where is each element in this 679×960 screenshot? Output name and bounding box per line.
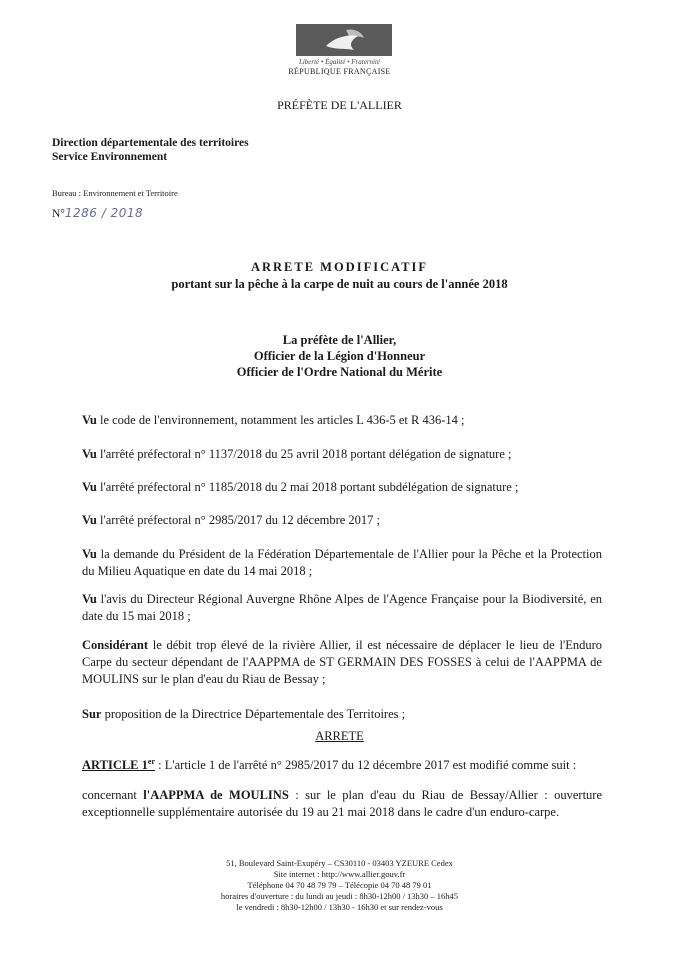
footer-website: Site internet : http://www.allier.gouv.fr bbox=[273, 869, 406, 879]
consideration-paragraph bbox=[82, 706, 602, 723]
consideration-paragraph bbox=[82, 412, 602, 429]
decree-title: ARRETE MODIFICATIF bbox=[250, 260, 429, 274]
article-detail-bold: l'AAPPMA de MOULINS bbox=[143, 788, 289, 802]
article-label: ARTICLE 1er bbox=[82, 757, 156, 773]
article-text: : L'article 1 de l'arrêté n° 2985/2017 du 12 décembre 2017 est modifié comme suit : bbox=[155, 758, 577, 773]
consideration-text: l'arrêté préfectoral n° 1137/2018 du 25 avril 2018 portant délégation de signature ; bbox=[96, 447, 512, 461]
decree-subtitle: portant sur la pêche à la carpe de nuit au cours de l'année 2018 bbox=[171, 277, 508, 291]
consideration-lead: Vu bbox=[82, 513, 97, 527]
bureau-name: Bureau : Environnement et Territoire bbox=[52, 188, 178, 198]
marianne-logo-icon bbox=[296, 24, 392, 56]
consideration-text: le débit trop élevé de la rivière Allier, il est nécessaire de déplacer le lieu de l'Enduro Carpe du secteur dépendant de l'AAPPMA de ST GERMAIN DES FOSSES à celui de l'AAPPMA de MOULINS sur le plan d'eau du Riau de Bessay ; bbox=[82, 638, 602, 686]
prefecture-name: PRÉFÈTE DE L'ALLIER bbox=[277, 98, 402, 112]
authority-line-1: La préfète de l'Allier, bbox=[282, 333, 397, 347]
article-1-detail: concernant l'AAPPMA de MOULINS : sur le plan d'eau du Riau de Bessay/Allier : ouverture exceptionnelle supplémentaire autorisée du 19 au 21 mai 2018 dans le cadre d'un enduro-carpe. bbox=[82, 788, 603, 819]
consideration-paragraph bbox=[82, 512, 602, 529]
authority-line-2: Officier de la Légion d'Honneur bbox=[253, 349, 426, 363]
authority-line-3: Officier de l'Ordre National du Mérite bbox=[236, 365, 443, 379]
footer-hours: horaires d'ouverture : du lundi au jeudi : 8h30-12h00 / 13h30 – 16h45 bbox=[220, 891, 459, 901]
consideration-paragraph bbox=[82, 446, 602, 463]
decree-number-handwritten: 1286 / 2018 bbox=[64, 206, 144, 220]
republic-name: RÉPUBLIQUE FRANÇAISE bbox=[288, 67, 391, 76]
decision-heading: ARRETE bbox=[315, 729, 364, 743]
article-detail-text: : sur le plan d'eau du Riau de Bessay/Allier : ouverture exceptionnelle supplémentaire autorisée du 19 au 21 mai 2018 dans le cadre d'un enduro-carpe. bbox=[82, 788, 603, 819]
consideration-text: proposition de la Directrice Départementale des Territoires ; bbox=[101, 707, 406, 721]
consideration-paragraph bbox=[82, 546, 602, 580]
consideration-paragraph bbox=[82, 479, 602, 496]
republic-motto: Liberté • Égalité • Fraternité bbox=[298, 58, 381, 66]
consideration-lead: Vu bbox=[82, 592, 97, 606]
consideration-text: la demande du Président de la Fédération Départementale de l'Allier pour la Pêche et la Protection du Milieu Aquatique en date du 14 mai 2018 ; bbox=[82, 547, 602, 578]
article-1 bbox=[82, 753, 602, 774]
consideration-lead: Vu bbox=[82, 413, 97, 427]
consideration-paragraph bbox=[82, 591, 602, 625]
consideration-lead: Sur bbox=[82, 707, 102, 721]
decree-number bbox=[52, 206, 143, 220]
consideration-lead: Vu bbox=[82, 547, 97, 561]
consideration-text: l'arrêté préfectoral n° 1185/2018 du 2 mai 2018 portant subdélégation de signature ; bbox=[96, 480, 519, 494]
footer-hours-friday: le vendredi : 8h30-12h00 / 13h30 - 16h30 et sur rendez-vous bbox=[236, 902, 443, 912]
consideration-text: l'arrêté préfectoral n° 2985/2017 du 12 décembre 2017 ; bbox=[96, 513, 381, 527]
footer-address: 51, Boulevard Saint-Exupéry – CS30110 - 03403 YZEURE Cedex bbox=[226, 858, 453, 868]
consideration-paragraph bbox=[82, 637, 602, 688]
consideration-lead: Vu bbox=[82, 447, 97, 461]
consideration-lead: Considérant bbox=[82, 638, 148, 652]
service-name: Service Environnement bbox=[52, 151, 168, 163]
consideration-lead: Vu bbox=[82, 480, 97, 494]
consideration-text: le code de l'environnement, notamment les articles L 436-5 et R 436-14 ; bbox=[96, 413, 465, 427]
consideration-text: l'avis du Directeur Régional Auvergne Rhône Alpes de l'Agence Française pour la Biodiversité, en date du 15 mai 2018 ; bbox=[82, 592, 602, 623]
direction-name: Direction départementale des territoires bbox=[52, 137, 249, 149]
footer-phone: Téléphone 04 70 48 79 79 – Télécopie 04 70 48 79 01 bbox=[247, 880, 432, 890]
decree-number-label: N° bbox=[52, 208, 65, 220]
